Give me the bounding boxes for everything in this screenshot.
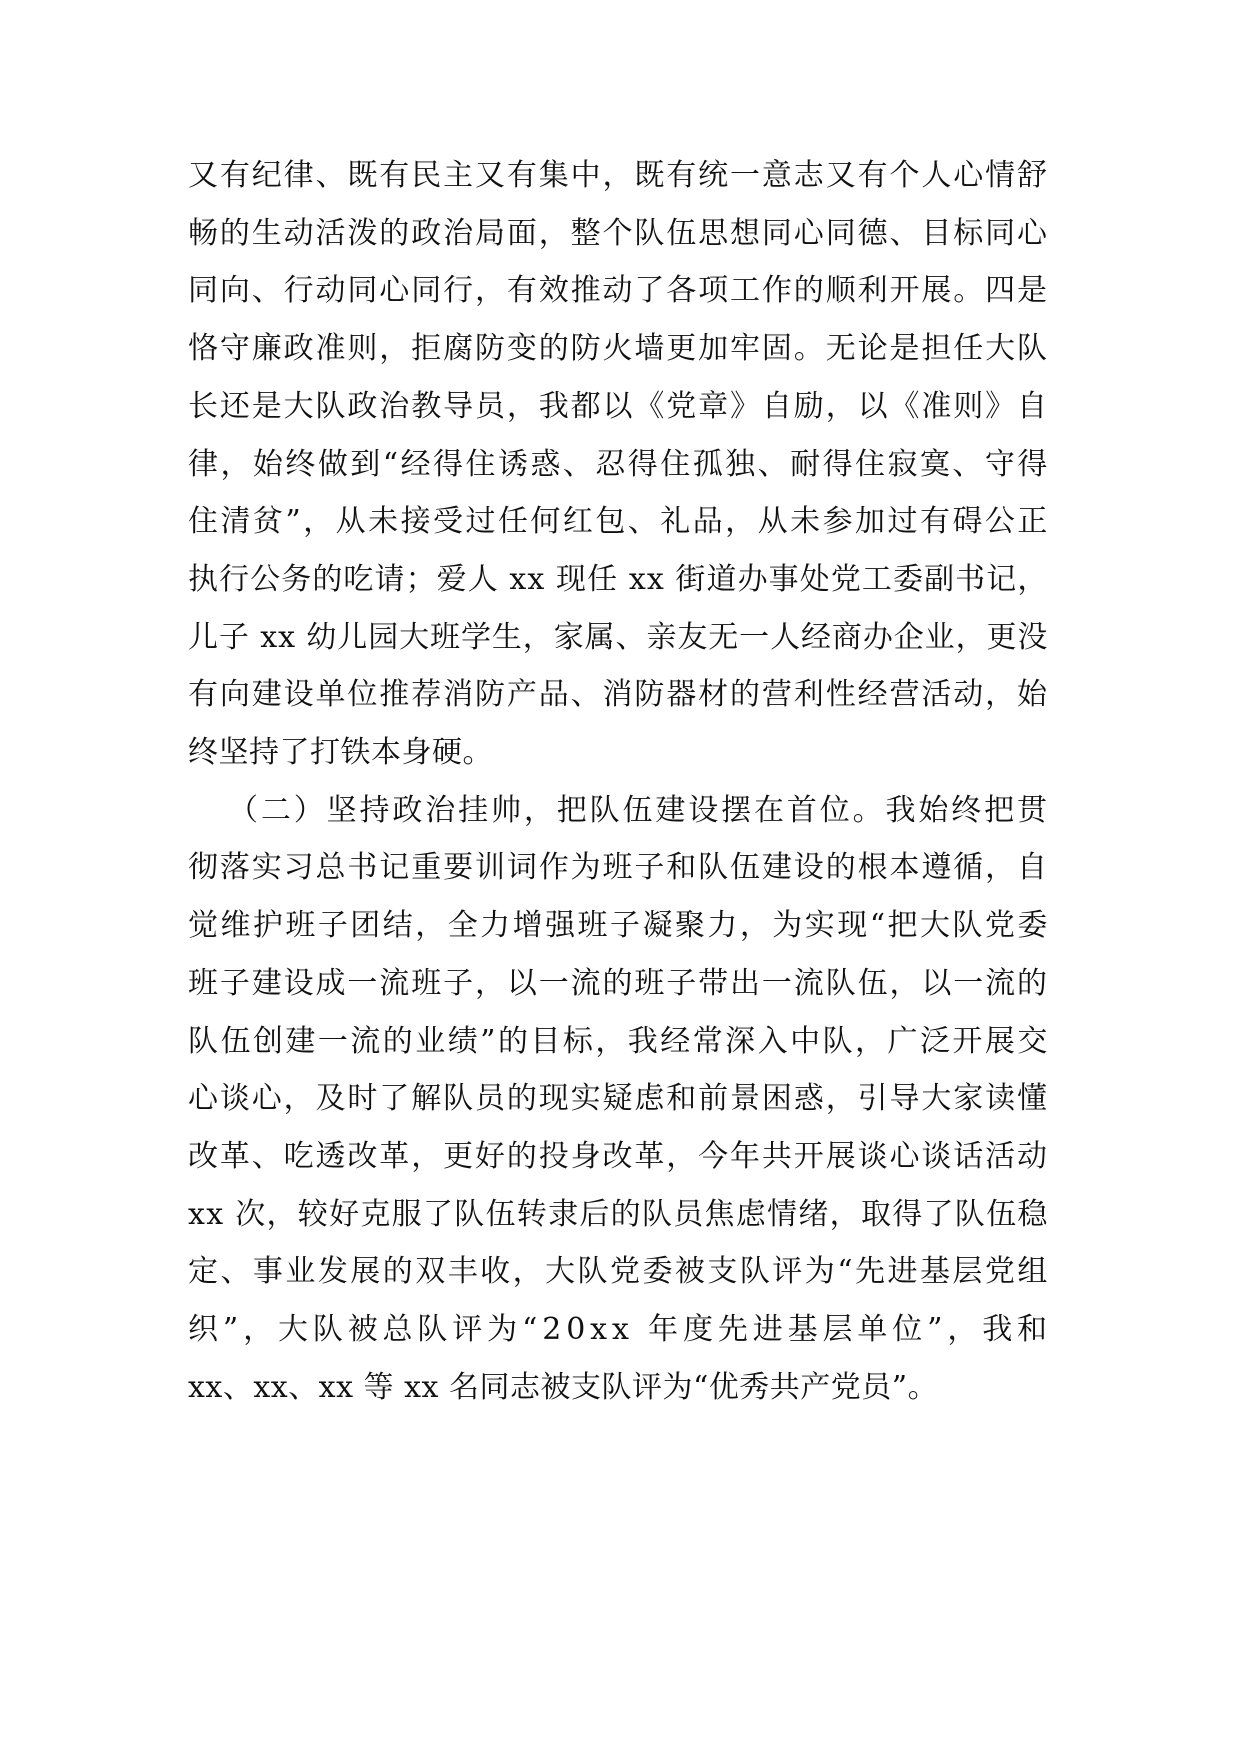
text-line: 又有纪律、既有民主又有集中，既有统一意志又有个人心情舒 — [188, 158, 1049, 193]
text-line: 终坚持了打铁本身硬。 — [188, 735, 493, 770]
text-line: 定、事业发展的双丰收，大队党委被支队评为“先进基层党组 — [188, 1254, 1050, 1290]
text-line: 彻落实习总书记重要训词作为班子和队伍建设的根本遵循，自 — [188, 850, 1049, 886]
text-line: 长还是大队政治教导员，我都以《党章》自励，以《准则》自 — [188, 388, 1049, 424]
text-line: 班子建设成一流班子，以一流的班子带出一流队伍，以一流的 — [188, 965, 1049, 1001]
text-line: xx 次，较好克服了队伍转隶后的队员焦虑情绪，取得了队伍稳 — [188, 1196, 1049, 1232]
text-line: 队伍创建一流的业绩”的目标，我经常深入中队，广泛开展交 — [188, 1023, 1050, 1059]
text-line: 同向、行动同心同行，有效推动了各项工作的顺利开展。四是 — [188, 273, 1049, 309]
text-line: 心谈心，及时了解队员的现实疑虑和前景困惑，引导大家读懂 — [188, 1081, 1049, 1117]
text-line: 觉维护班子团结，全力增强班子凝聚力，为实现“把大队党委 — [188, 908, 1050, 944]
text-line: 有向建设单位推荐消防产品、消防器材的营利性经营活动，始 — [188, 677, 1049, 713]
text-line: 律，始终做到“经得住诱惑、忍得住孤独、耐得住寂寞、守得 — [188, 446, 1050, 482]
text-line: 恪守廉政准则，拒腐防变的防火墙更加牢固。无论是担任大队 — [188, 331, 1049, 367]
text-line: 畅的生动活泼的政治局面，整个队伍思想同心同德、目标同心 — [188, 215, 1049, 251]
text-line: xx、xx、xx 等 xx 名同志被支队评为“优秀共产党员”。 — [188, 1369, 939, 1405]
text-line: 改革、吃透改革，更好的投身改革，今年共开展谈心谈话活动 — [188, 1138, 1049, 1174]
text-line: 住清贫”，从未接受过任何红包、礼品，从未参加过有碍公正 — [188, 504, 1050, 540]
text-line: 执行公务的吃请；爱人 xx 现任 xx 街道办事处党工委副书记， — [188, 561, 1049, 597]
paragraph-start-line: （二）坚持政治挂帅，把队伍建设摆在首位。我始终把贯 — [228, 792, 1050, 828]
text-line: 儿子 xx 幼儿园大班学生，家属、亲友无一人经商办企业，更没 — [188, 619, 1049, 655]
text-line: 织”，大队被总队评为“20xx 年度先进基层单位”，我和 — [188, 1312, 1052, 1347]
